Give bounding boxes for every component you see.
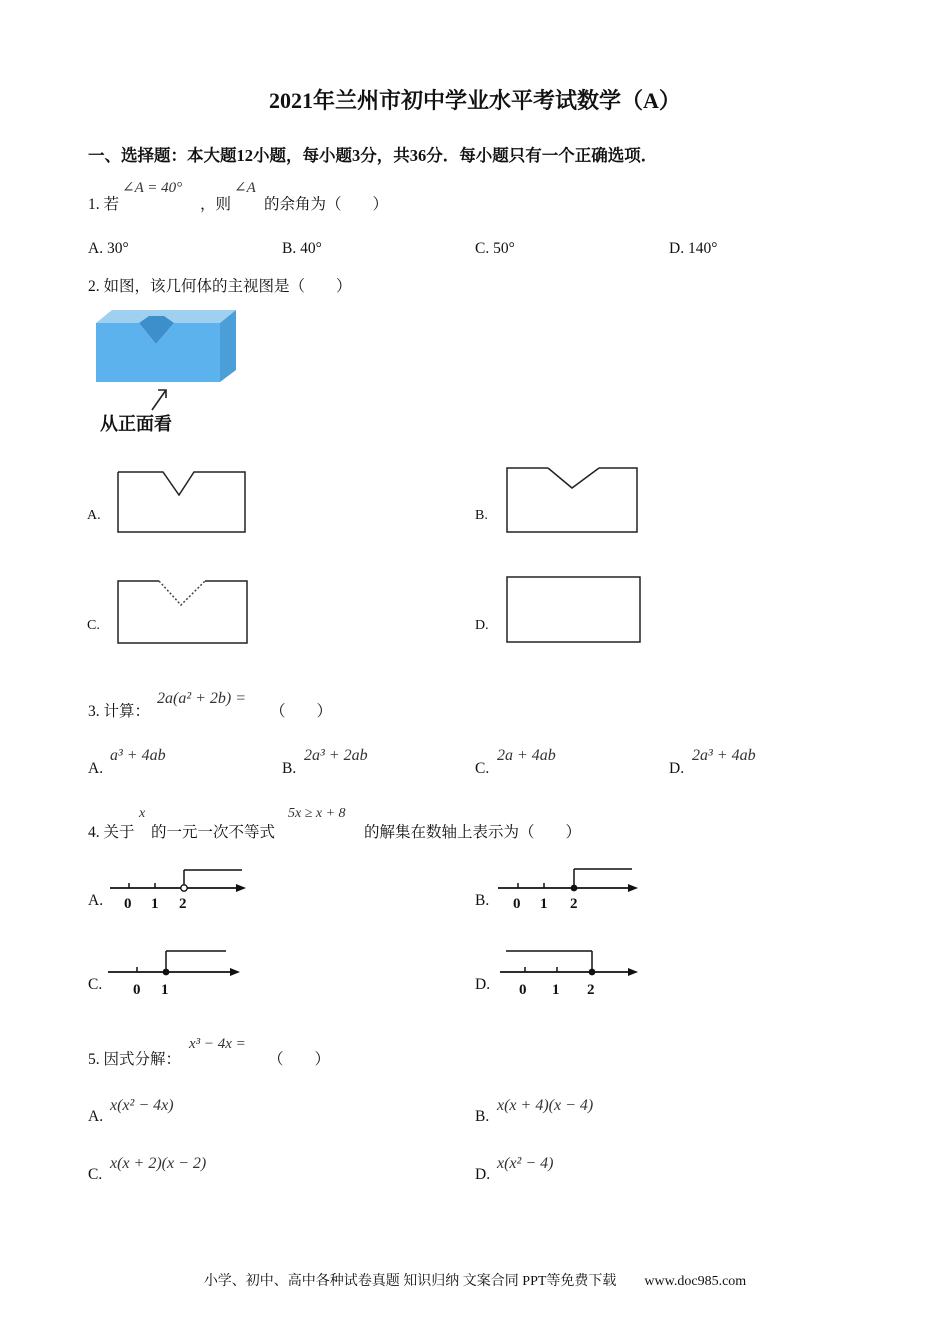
- q2-option-c-figure[interactable]: [117, 579, 249, 645]
- q4-stem-a: 4. 关于: [88, 824, 135, 841]
- q4-option-c-numberline[interactable]: [108, 948, 244, 978]
- q3-option-c-letter[interactable]: C.: [475, 760, 490, 777]
- q3-option-d-letter[interactable]: D.: [669, 760, 685, 777]
- q3-stem: 3. 计算：: [88, 703, 151, 720]
- q4-option-a-letter[interactable]: A.: [88, 892, 104, 909]
- q4-b-tick-0: 0: [513, 896, 521, 912]
- q2-solid-figure: [94, 308, 244, 408]
- q5-expr: x³ − 4x =: [189, 1036, 246, 1052]
- q5-option-b-letter[interactable]: B.: [475, 1108, 490, 1125]
- q2-figure-caption: 从正面看: [100, 414, 172, 434]
- q5-stem: 5. 因式分解：: [88, 1051, 182, 1068]
- q2-option-a-label[interactable]: A.: [87, 508, 101, 523]
- q2-option-a-figure[interactable]: [117, 470, 247, 534]
- q3-option-a-expr[interactable]: a³ + 4ab: [110, 747, 166, 764]
- q1-expr-angle: ∠A = 40°: [122, 180, 183, 196]
- q3-option-d-expr[interactable]: 2a³ + 4ab: [692, 747, 756, 764]
- q1-tail: 的余角为（ ）: [264, 196, 389, 213]
- q2-option-b-label[interactable]: B.: [475, 508, 488, 523]
- q3-option-b-letter[interactable]: B.: [282, 760, 297, 777]
- q4-option-d-letter[interactable]: D.: [475, 976, 491, 993]
- q4-b-tick-1: 1: [540, 896, 548, 912]
- q5-option-a-letter[interactable]: A.: [88, 1108, 104, 1125]
- q4-var: x: [139, 806, 146, 821]
- q5-option-c-expr[interactable]: x(x + 2)(x − 2): [110, 1155, 207, 1172]
- page-footer: 小学、初中、高中各种试卷真题 知识归纳 文案合同 PPT等免费下载 www.doc985.com: [203, 1274, 747, 1289]
- q4-d-tick-0: 0: [519, 982, 527, 998]
- q5-option-c-letter[interactable]: C.: [88, 1166, 103, 1183]
- q2-option-d-label[interactable]: D.: [475, 618, 489, 633]
- section-heading: 一、选择题：本大题12小题，每小题3分，共36分．每小题只有一个正确选项．: [88, 146, 658, 165]
- q3-expr: 2a(a² + 2b) =: [157, 690, 247, 707]
- q4-stem-c: 的解集在数轴上表示为（ ）: [364, 824, 582, 841]
- q5-option-d-letter[interactable]: D.: [475, 1166, 491, 1183]
- q5-tail: （ ）: [268, 1051, 331, 1068]
- q4-a-tick-0: 0: [124, 896, 132, 912]
- q1-mid: ，则: [200, 196, 232, 213]
- q2-option-c-label[interactable]: C.: [87, 618, 100, 633]
- q1-option-d[interactable]: D. 140°: [669, 240, 718, 257]
- q4-c-tick-1: 1: [161, 982, 169, 998]
- q5-option-b-expr[interactable]: x(x + 4)(x − 4): [497, 1097, 594, 1114]
- q4-option-b-letter[interactable]: B.: [475, 892, 490, 909]
- q1-option-b[interactable]: B. 40°: [282, 240, 322, 257]
- q4-a-tick-2: 2: [179, 896, 187, 912]
- q3-option-a-letter[interactable]: A.: [88, 760, 104, 777]
- q5-option-a-expr[interactable]: x(x² − 4x): [110, 1097, 174, 1114]
- q4-expr: 5x ≥ x + 8: [288, 806, 346, 821]
- q1-number: 1. 若: [88, 196, 120, 213]
- q1-expr-angle-2: ∠A: [234, 180, 256, 196]
- q4-option-a-numberline[interactable]: [110, 866, 250, 896]
- q4-c-tick-0: 0: [133, 982, 141, 998]
- q4-b-tick-2: 2: [570, 896, 578, 912]
- q4-a-tick-1: 1: [151, 896, 159, 912]
- q1-option-a[interactable]: A. 30°: [88, 240, 129, 257]
- q2-option-b-figure[interactable]: [506, 466, 640, 534]
- q3-option-c-expr[interactable]: 2a + 4ab: [497, 747, 556, 764]
- q1-option-c[interactable]: C. 50°: [475, 240, 515, 257]
- q5-option-d-expr[interactable]: x(x² − 4): [497, 1155, 554, 1172]
- q2-stem: 2. 如图，该几何体的主视图是（ ）: [88, 278, 352, 295]
- q3-tail: （ ）: [270, 703, 333, 720]
- q4-option-d-numberline[interactable]: [500, 946, 642, 978]
- q4-option-c-letter[interactable]: C.: [88, 976, 103, 993]
- q4-stem-b: 的一元一次不等式: [151, 824, 276, 841]
- q2-option-d-figure[interactable]: [506, 576, 642, 644]
- q4-option-b-numberline[interactable]: [498, 866, 642, 896]
- q4-d-tick-1: 1: [552, 982, 560, 998]
- page-title: 2021年兰州市初中学业水平考试数学（A）: [269, 88, 681, 113]
- q3-option-b-expr[interactable]: 2a³ + 2ab: [304, 747, 368, 764]
- q4-d-tick-2: 2: [587, 982, 595, 998]
